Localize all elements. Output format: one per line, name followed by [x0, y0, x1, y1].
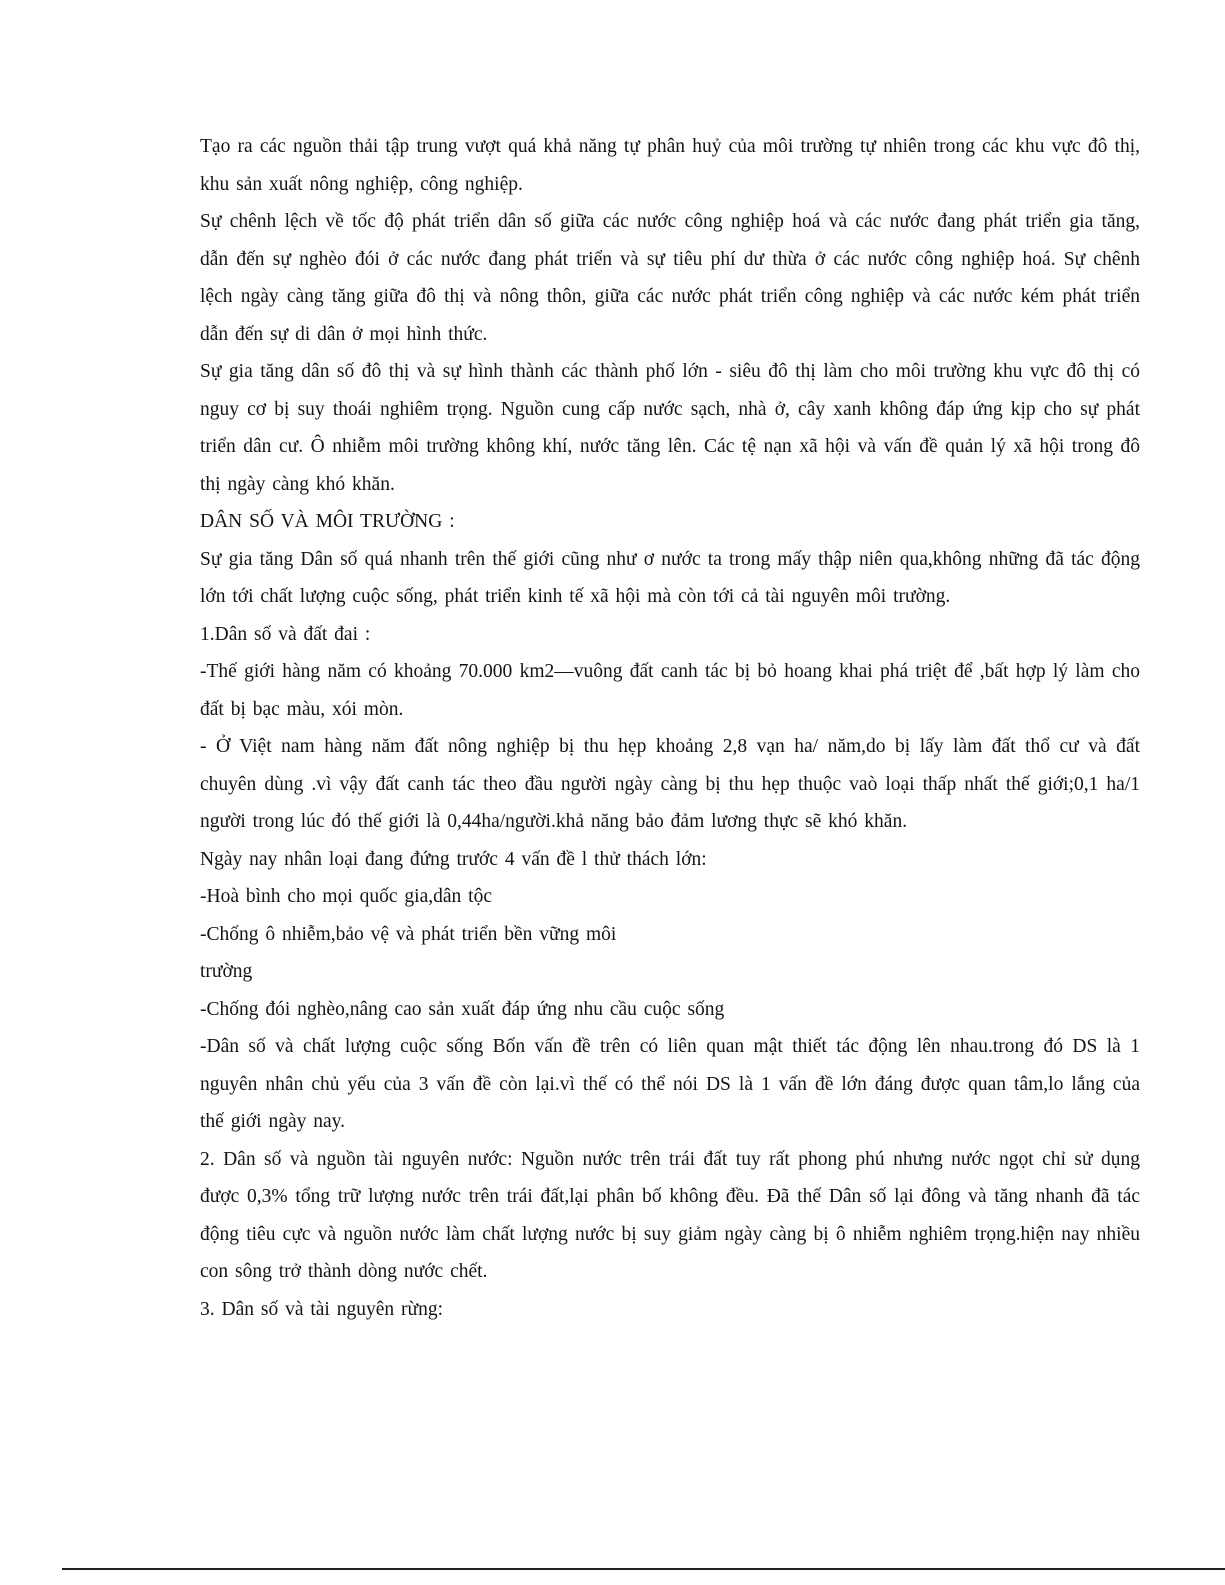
paragraph-four-challenges: Ngày nay nhân loại đang đứng trước 4 vấn đề l thử thách lớn: — [200, 848, 707, 870]
paragraph-urban-growth: Sự gia tăng dân số đô thị và sự hình thành các thành phố lớn - siêu đô thị làm cho môi trường khu vực đô thị có nguy cơ bị suy thoái nghiêm trọng. Nguồn cung cấp nước sạch, nhà ở, cây xanh không đáp ứng kịp cho sự phát triển dân cư. Ô nhiễm môi trường không khí, nước tăng lên. Các tệ nạn xã hội và vấn đề quản lý xã hội trong đô thị ngày càng khó khăn. — [200, 361, 1140, 495]
paragraph-population-increase: Sự gia tăng Dân số quá nhanh trên thế giới cũng như ơ nước ta trong mấy thập niên qua,không những đã tác động lớn tới chất lượng cuộc sống, phát triển kinh tế xã hội mà còn tới cả tài nguyên môi trường. — [200, 548, 1140, 607]
list-item-population-quality: -Dân số và chất lượng cuộc sống Bốn vấn đề trên có liên quan mật thiết tác động lên nhau.trong đó DS là 1 nguyên nhân chủ yếu của 3 vấn đề còn lại.vì thế có thể nói DS là 1 vấn đề lớn đáng được quan tâm,lo lắng của thế giới ngày nay. — [200, 1036, 1140, 1132]
paragraph-population-gap: Sự chênh lệch về tốc độ phát triển dân số giữa các nước công nghiệp hoá và các nước đang phát triển gia tăng, dẫn đến sự nghèo đói ở các nước đang phát triển và sự tiêu phí dư thừa ở các nước công nghiệp hoá. Sự chênh lệch ngày càng tăng giữa đô thị và nông thôn, giữa các nước phát triển công nghiệp và các nước kém phát triển dẫn đến sự di dân ở mọi hình thức. — [200, 211, 1140, 345]
page-bottom-rule — [62, 1568, 1225, 1570]
document-body — [200, 128, 1140, 1328]
list-item-peace: -Hoà bình cho mọi quốc gia,dân tộc — [200, 886, 492, 907]
paragraph-vietnam-land: - Ở Việt nam hàng năm đất nông nghiệp bị thu hẹp khoảng 2,8 vạn ha/ năm,do bị lấy làm đất thổ cư và đất chuyên dùng .vì vậy đất canh tác theo đầu người ngày càng bị thu hẹp thuộc vaò loại thấp nhất thế giới;0,1 ha/1 người trong lúc đó thế giới là 0,44ha/người.khả năng bảo đảm lương thực sẽ khó khăn. — [200, 736, 1140, 832]
paragraph-pollution-sources: Tạo ra các nguồn thải tập trung vượt quá khả năng tự phân huỷ của môi trường tự nhiên trong các khu vực đô thị, khu sản xuất nông nghiệp, công nghiệp. — [200, 136, 1140, 195]
section-heading-population-environment: DÂN SỐ VÀ MÔI TRƯỜNG : — [200, 511, 455, 532]
subheading-population-land: 1.Dân số và đất đai : — [200, 623, 371, 645]
paragraph-world-land: -Thế giới hàng năm có khoảng 70.000 km2—vuông đất canh tác bị bỏ hoang khai phá triệt để ,bất hợp lý làm cho đất bị bạc màu, xói mòn. — [200, 661, 1140, 720]
list-item-anti-pollution-continued: trường — [200, 961, 253, 982]
list-item-anti-pollution: -Chống ô nhiễm,bảo vệ và phát triển bền vững môi — [200, 923, 617, 945]
paragraph-population-water: 2. Dân số và nguồn tài nguyên nước: Nguồn nước trên trái đất tuy rất phong phú nhưng nước ngọt chỉ sử dụng được 0,3% tổng trữ lượng nước trên trái đất,lại phân bố không đều. Đã thế Dân số lại đông và tăng nhanh đã tác động tiêu cực và nguồn nước làm chất lượng nước bị suy giảm ngày càng bị ô nhiễm nghiêm trọng.hiện nay nhiều con sông trở thành dòng nước chết. — [200, 1148, 1140, 1282]
list-item-anti-poverty: -Chống đói nghèo,nâng cao sản xuất đáp ứng nhu cầu cuộc sống — [200, 998, 725, 1020]
subheading-population-forest: 3. Dân số và tài nguyên rừng: — [200, 1298, 443, 1320]
